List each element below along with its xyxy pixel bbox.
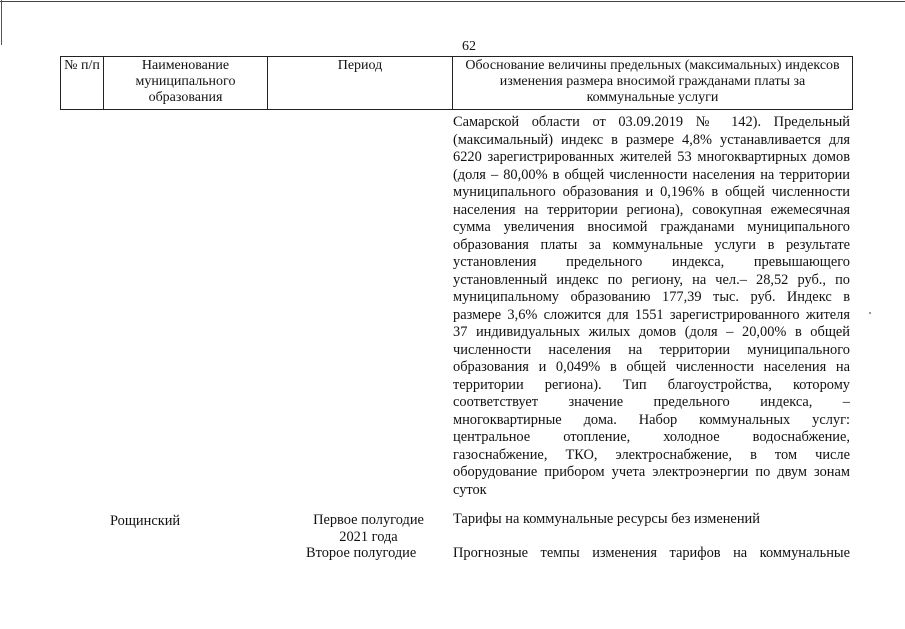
justification-continuation (453, 114, 850, 499)
header-cell-municipality: Наименование муниципального образования (104, 57, 268, 110)
page-left-edge (1, 0, 2, 45)
period-second-half: Второе полугодие (306, 545, 417, 561)
period-second-half-text: Прогнозные темпы изменения тарифов на коммунальные (453, 545, 850, 561)
page-number: 62 (462, 39, 476, 54)
scan-speck (869, 312, 871, 314)
header-cell-period: Период (268, 57, 453, 110)
page-top-border (0, 1, 905, 2)
header-cell-number: № п/п (61, 57, 104, 110)
period-first-half: Первое полугодие 2021 года (313, 512, 424, 545)
period-first-half-text: Тарифы на коммунальные ресурсы без изменений (453, 511, 760, 527)
municipality-name: Рощинский (110, 513, 181, 529)
table-header (60, 56, 853, 110)
justification-paragraph: Самарской области от 03.09.2019 № 142). Предельный (максимальный) индекс в размере 4,8% устанавливается для 6220 зарегистрированных жителей 53 многоквартирных домов (доля – 80,00% в общей численности населения на территории муниципального образования и 0,196% в общей численности населения на территории региона), совокупная ежемесячная сумма увеличения вносимой гражданами муниципального образования платы за коммунальные услуги в результате установления предельного индекса, превышающего установленный индекс по региону, на чел.– 28,52 руб., по муниципальному образованию 177,39 тыс. руб. Индекс в размере 3,6% сложится для 1551 зарегистрированного жителя 37 индивидуальных жилых домов (доля – 20,00% в общей численности населения на территории муниципального образования и 0,049% в общей численности населения на территории региона). Тип благоустройства, которому соответствует значение предельного индекса, – многоквартирные дома. Набор коммунальных услуг: центральное отопление, холодное водоснабжение, газоснабжение, ТКО, электроснабжение, в том числе оборудование прибором учета электроэнергии по двум зонам суток (453, 114, 850, 498)
header-cell-justification: Обоснование величины предельных (максимальных) индексов изменения размера вносимой гражданами платы за коммунальные услуги (453, 57, 853, 110)
